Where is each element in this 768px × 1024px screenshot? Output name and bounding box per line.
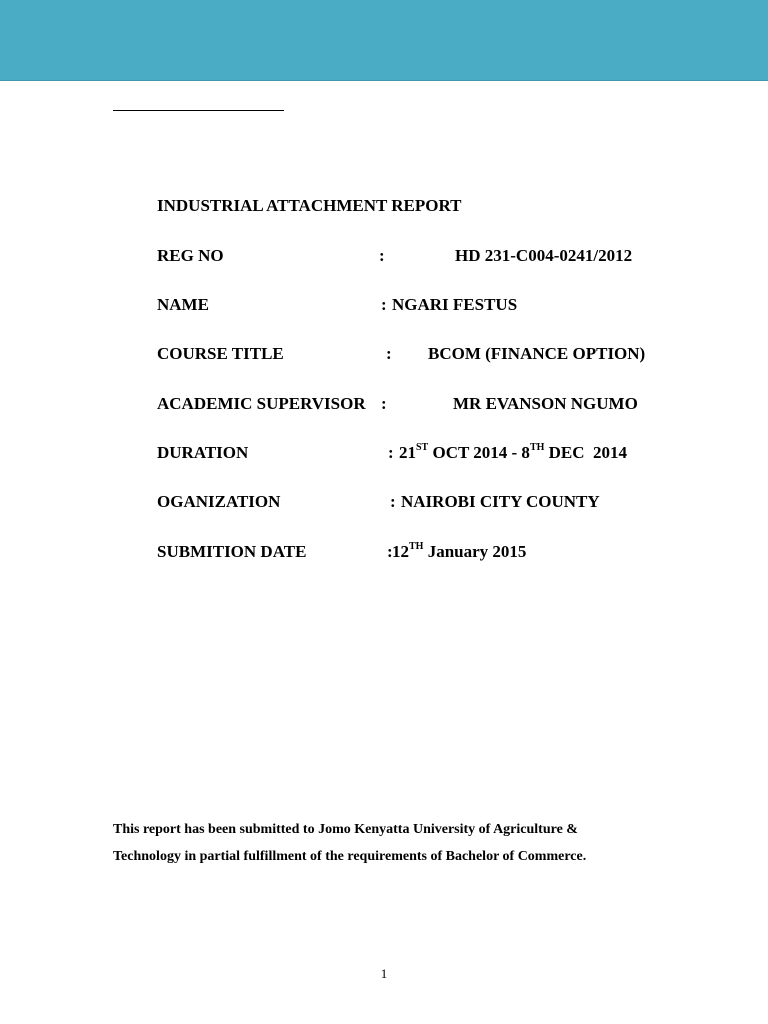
- duration-end-rest: DEC 2014: [548, 443, 628, 462]
- field-value-organization: NAIROBI CITY COUNTY: [401, 492, 600, 511]
- document-title: INDUSTRIAL ATTACHMENT REPORT: [157, 196, 462, 215]
- field-colon-academic-supervisor: :: [381, 394, 387, 413]
- submission-day-suffix: TH: [409, 541, 424, 553]
- field-colon-course-title: :: [386, 344, 392, 363]
- field-value-course-title: BCOM (FINANCE OPTION): [428, 344, 646, 363]
- duration-start-rest: OCT 2014 - 8: [432, 443, 530, 462]
- field-row-academic-supervisor: [157, 393, 717, 415]
- field-colon-organization: :: [390, 492, 396, 511]
- field-label-reg-no: REG NO: [157, 246, 224, 265]
- top-rule: [113, 110, 284, 111]
- field-colon-name: :: [381, 295, 387, 314]
- field-row-duration: [157, 442, 717, 464]
- submission-rest: January 2015: [427, 542, 527, 561]
- field-value-submission-date: [392, 541, 526, 563]
- field-label-name: NAME: [157, 295, 209, 314]
- field-row-name: [157, 294, 717, 316]
- field-label-course-title: COURSE TITLE: [157, 344, 284, 363]
- field-colon-duration: :: [388, 443, 394, 462]
- field-value-duration: [399, 442, 627, 464]
- field-row-organization: [157, 491, 717, 513]
- header-band: [0, 0, 768, 81]
- field-label-submission-date: SUBMITION DATE: [157, 542, 307, 561]
- field-value-reg-no: HD 231-C004-0241/2012: [455, 246, 633, 265]
- field-value-name: NGARI FESTUS: [392, 295, 518, 314]
- field-label-organization: OGANIZATION: [157, 492, 281, 511]
- field-row-reg-no: [157, 245, 717, 267]
- page-number: 1: [380, 966, 388, 981]
- field-row-submission-date: [157, 541, 717, 563]
- submission-statement-line-1: This report has been submitted to Jomo Kenyatta University of Agriculture &: [113, 822, 578, 837]
- submission-statement: [113, 816, 673, 870]
- field-colon-submission-date: :: [387, 542, 393, 561]
- field-colon-reg-no: :: [379, 246, 385, 265]
- field-row-course-title: [157, 343, 717, 365]
- field-label-academic-supervisor: ACADEMIC SUPERVISOR: [157, 394, 366, 413]
- field-value-academic-supervisor: MR EVANSON NGUMO: [453, 394, 638, 413]
- duration-end-suffix: TH: [529, 442, 545, 454]
- duration-start-day: 21: [399, 443, 416, 462]
- duration-start-suffix: ST: [416, 442, 429, 454]
- submission-statement-line-2: Technology in partial fulfillment of the requirements of Bachelor of Commerce.: [113, 849, 587, 864]
- submission-day: 12: [392, 542, 409, 561]
- field-label-duration: DURATION: [157, 443, 249, 462]
